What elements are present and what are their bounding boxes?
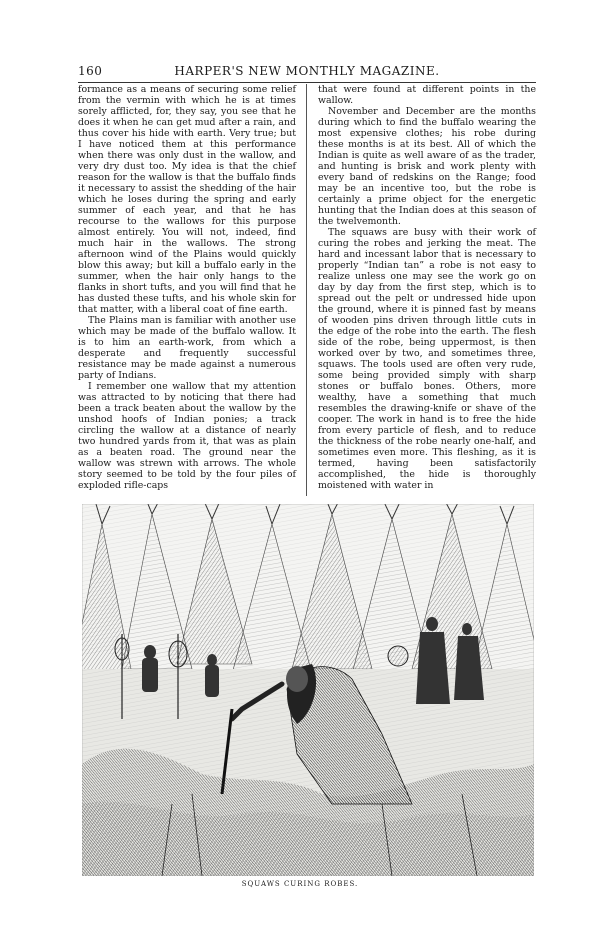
paragraph: formance as a means of securing some relief from the vermin with which he is at times sorely afflicted, for, they say, you see that he does it when he can get mud after a rain, and thus cover his hide with earth. Very true; but I have noticed them at this performance when there was only dust in the wallow, and very dry dust too. My idea is that the chief reason for the wallow is that the buffalo finds it necessary to assist the shedding of the hair which he loses during the spring and early summer of each year, and that he has recourse to the wallows for this purpose almost entirely. You will not, indeed, find much hair in the wallows. The strong afternoon wind of the Plains would quickly blow this away; but kill a buffalo early in the summer, when the hair only hangs to the flanks in short tufts, and you will find that he has dusted these tufts, and his whole skin for that matter, with a liberal coat of fine earth. — [78, 84, 296, 315]
figure-caption: SQUAWS CURING ROBES. — [241, 880, 359, 888]
paragraph: that were found at different points in the wallow. — [318, 84, 536, 106]
page-number: 160 — [78, 64, 103, 78]
paragraph: November and December are the months during which to find the buffalo wearing the most expensive clothes; his robe during these months is at its best. All of which the Indian is quite as well aware of as the trader, and hunting is brisk and work plenty with every band of redskins on the Range; food may be an incentive too, but the robe is certainly a prime object for the energetic hunting that the Indian does at this season of the twelvemonth. — [318, 106, 536, 227]
running-header — [78, 64, 536, 80]
magazine-title: HARPER'S NEW MONTHLY MAGAZINE. — [174, 64, 440, 78]
engraving-illustration — [82, 504, 534, 876]
engraving-image — [82, 504, 534, 876]
paragraph: The Plains man is familiar with another use which may be made of the buffalo wallow. It is to him an earth-work, from which a desperate and frequently successful resistance may be made against a numerous party of Indians. — [78, 315, 296, 381]
header-rule — [78, 82, 536, 83]
right-column — [318, 84, 536, 491]
paragraph: The squaws are busy with their work of curing the robes and jerking the meat. The hard and incessant labor that is necessary to properly “Indian tan” a robe is not easy to realize unless one may see the work go on day by day from the first step, which is to spread out the pelt or undressed hide upon the ground, where it is pinned fast by means of wooden pins driven through little cuts in the edge of the robe into the earth. The flesh side of the robe, being uppermost, is then worked over by two, and sometimes three, squaws. The tools used are often very rude, some being provided simply with sharp stones or buffalo bones. Others, more wealthy, have a something that much resembles the drawing-knife or shave of the cooper. The work in hand is to free the hide from every particle of flesh, and to reduce the thickness of the robe nearly one-half, and sometimes even more. This fleshing, as it is termed, having been satisfactorily accomplished, the hide is thoroughly moistened with water in — [318, 227, 536, 491]
paragraph: I remember one wallow that my attention was attracted to by noticing that there had been a track beaten about the wallow by the unshod hoofs of Indian ponies; a track circling the wallow at a distance of nearly two hundred yards from it, that was as plain as a beaten road. The ground near the wallow was strewn with arrows. The whole story seemed to be told by the four piles of exploded rifle-caps — [78, 381, 296, 491]
left-column — [78, 84, 296, 491]
column-divider — [306, 84, 307, 496]
